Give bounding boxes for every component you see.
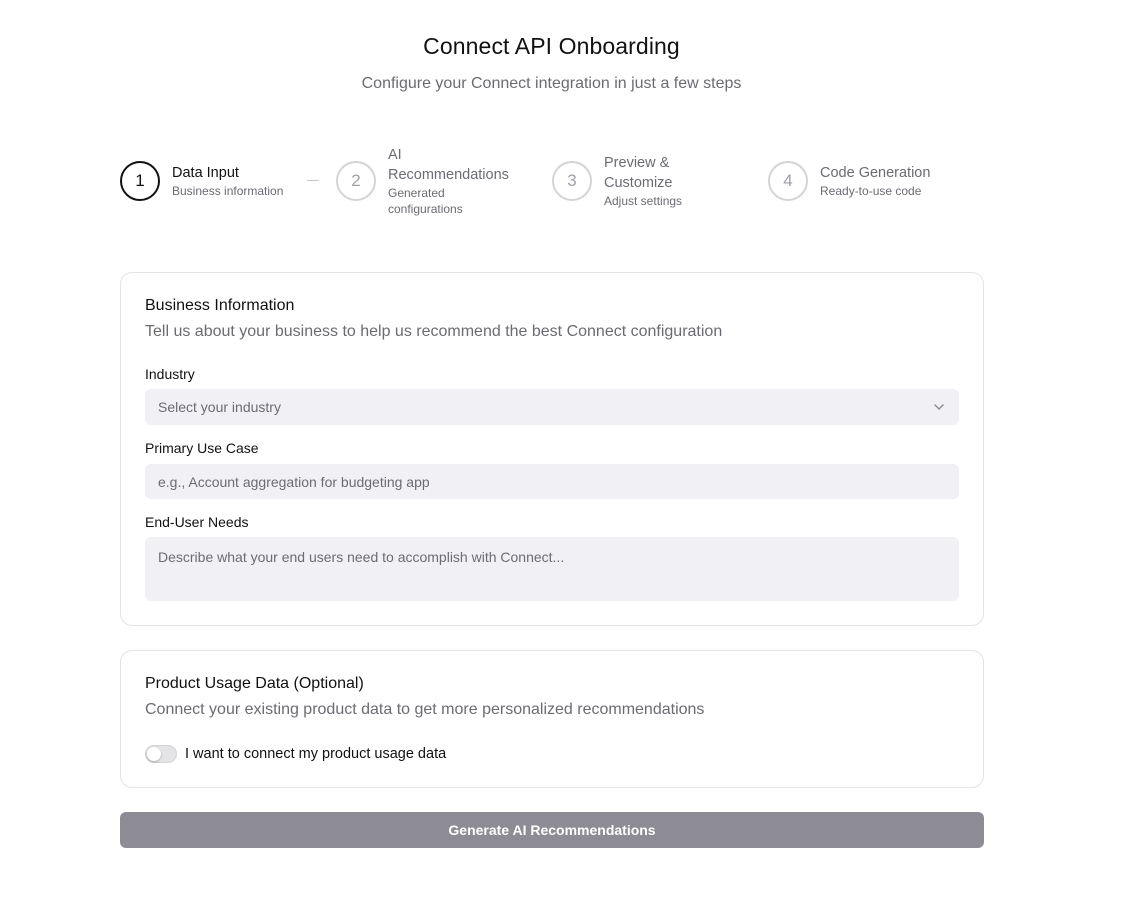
step-number-circle: 3 xyxy=(552,161,592,201)
step-label: Preview & Customize xyxy=(604,155,673,191)
card-title: Business Information xyxy=(145,297,295,314)
step-description: Generated configurations xyxy=(388,186,463,216)
step-number-circle: 2 xyxy=(336,161,376,201)
end-user-needs-textarea[interactable] xyxy=(145,537,959,601)
step-connector xyxy=(307,180,319,181)
step-number-circle: 1 xyxy=(120,161,160,201)
step-label: AI Recommendations xyxy=(388,147,509,183)
step-ai-recommendations[interactable] xyxy=(336,145,518,217)
industry-label: Industry xyxy=(145,366,195,382)
step-code-generation[interactable] xyxy=(768,145,930,217)
end-user-needs-label: End-User Needs xyxy=(145,514,249,530)
page-title: Connect API Onboarding xyxy=(423,33,680,59)
card-title: Product Usage Data (Optional) xyxy=(145,675,364,692)
step-number-circle: 4 xyxy=(768,161,808,201)
industry-select-value: Select your industry xyxy=(158,399,281,415)
step-data-input[interactable] xyxy=(120,145,283,217)
usage-data-toggle[interactable] xyxy=(145,745,177,763)
step-label: Data Input xyxy=(172,165,239,181)
use-case-label: Primary Use Case xyxy=(145,440,259,456)
toggle-knob xyxy=(147,747,161,761)
page-subtitle: Configure your Connect integration in just a few steps xyxy=(361,75,742,92)
use-case-input[interactable] xyxy=(145,464,959,499)
step-preview-customize[interactable] xyxy=(552,145,704,217)
step-label: Code Generation xyxy=(820,165,931,181)
usage-data-toggle-row xyxy=(145,745,446,763)
industry-select[interactable] xyxy=(145,389,959,425)
card-subtitle: Tell us about your business to help us recommend the best Connect configuration xyxy=(145,323,723,340)
step-description: Adjust settings xyxy=(604,194,683,208)
product-usage-card xyxy=(120,650,984,788)
business-information-card xyxy=(120,272,984,626)
generate-ai-recommendations-button[interactable]: Generate AI Recommendations xyxy=(120,812,984,848)
card-subtitle: Connect your existing product data to get more personalized recommendations xyxy=(145,701,705,718)
chevron-down-icon xyxy=(932,400,946,414)
usage-data-toggle-label[interactable]: I want to connect my product usage data xyxy=(185,746,447,762)
step-description: Business information xyxy=(172,184,284,198)
stepper xyxy=(120,145,984,217)
step-description: Ready-to-use code xyxy=(820,184,922,198)
